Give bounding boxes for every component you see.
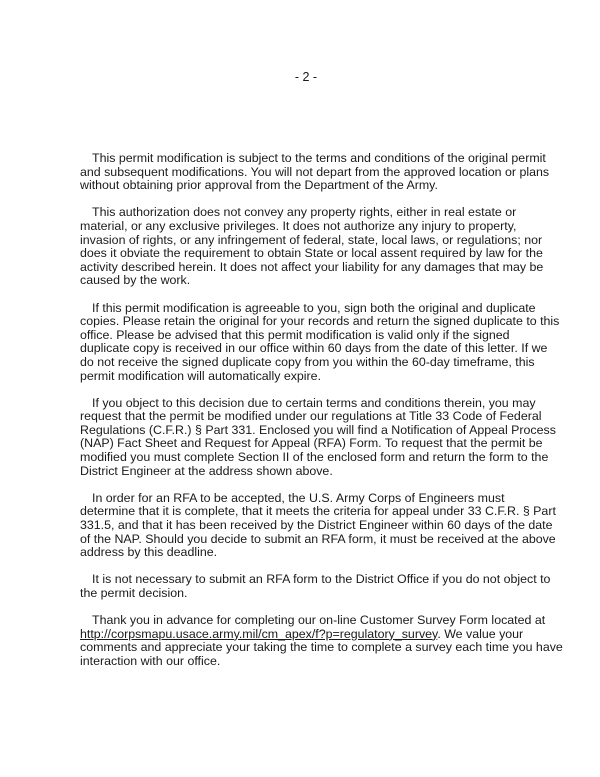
text-line	[80, 628, 580, 642]
text-line: If you object to this decision due to certain terms and conditions therein, you may	[92, 395, 536, 410]
text-line: Regulations (C.F.R.) § Part 331. Enclosed you will find a Notification of Appeal Process	[80, 422, 556, 437]
text-line: It is not necessary to submit an RFA form to the District Office if you do not object to	[92, 572, 551, 587]
text-line: do not receive the signed duplicate copy from you within the 60-day timeframe, this	[80, 354, 535, 369]
text-line: District Engineer at the address shown above.	[80, 463, 333, 478]
text-line: This authorization does not convey any property rights, either in real estate or	[92, 205, 517, 220]
text-line: comments and appreciate your taking the time to complete a survey each time you have	[80, 640, 563, 655]
text-line: interaction with our office.	[80, 653, 221, 668]
paragraph	[80, 492, 580, 560]
text-line: activity described herein. It does not affect your liability for any damages that may be	[80, 259, 544, 274]
text-line: and subsequent modifications. You will not depart from the approved location or plans	[80, 164, 550, 179]
text-line: copies. Please retain the original for your records and return the signed duplicate to this	[80, 314, 560, 329]
text-line: modified you must complete Section II of the enclosed form and return the form to the	[80, 450, 549, 465]
text-line: invasion of rights, or any infringement of federal, state, local laws, or regulations; nor	[80, 232, 543, 247]
text-line: 331.5, and that it has been received by the District Engineer within 60 days of the date	[80, 518, 553, 533]
letter-body	[80, 152, 580, 682]
text-fragment: . We value your	[437, 626, 524, 641]
text-line: of the NAP. Should you decide to submit an RFA form, it must be received at the above	[80, 531, 556, 546]
text-line: (NAP) Fact Sheet and Request for Appeal (RFA) Form. To request that the permit be	[80, 436, 543, 451]
text-line: the permit decision.	[80, 586, 188, 600]
text-line: does it obviate the requirement to obtain State or local assent required by law for the	[80, 246, 543, 261]
text-line: without obtaining prior approval from the Department of the Army.	[80, 178, 438, 193]
survey-link[interactable]: http://corpsmapu.usace.army.mil/cm_apex/f?p=regulatory_survey	[80, 626, 438, 641]
paragraph	[80, 206, 580, 288]
paragraph	[80, 397, 580, 479]
text-line: Thank you in advance for completing our on-line Customer Survey Form located at	[92, 613, 546, 628]
text-line: request that the permit be modified under our regulations at Title 33 Code of Federal	[80, 409, 542, 424]
text-line: determine that it is complete, that it meets the criteria for appeal under 33 C.F.R. § Part	[80, 504, 556, 519]
paragraph	[80, 302, 580, 384]
page-number: - 2 -	[294, 70, 318, 84]
survey-paragraph	[80, 614, 580, 668]
text-line: caused by the work.	[80, 273, 191, 288]
paragraph	[80, 573, 580, 600]
text-line: office. Please be advised that this permit modification is valid only if the signed	[80, 327, 510, 342]
text-line: If this permit modification is agreeable to you, sign both the original and duplicate	[92, 300, 536, 315]
text-line: duplicate copy is received in our office within 60 days from the date of this letter. If we	[80, 341, 548, 356]
text-line: This permit modification is subject to the terms and conditions of the original permit	[92, 151, 546, 165]
paragraph	[80, 152, 580, 193]
text-line: material, or any exclusive privileges. It does not authorize any injury to property,	[80, 218, 517, 233]
text-line: In order for an RFA to be accepted, the U.S. Army Corps of Engineers must	[92, 490, 505, 505]
text-line: permit modification will automatically expire.	[80, 368, 322, 383]
text-line: address by this deadline.	[80, 545, 218, 560]
